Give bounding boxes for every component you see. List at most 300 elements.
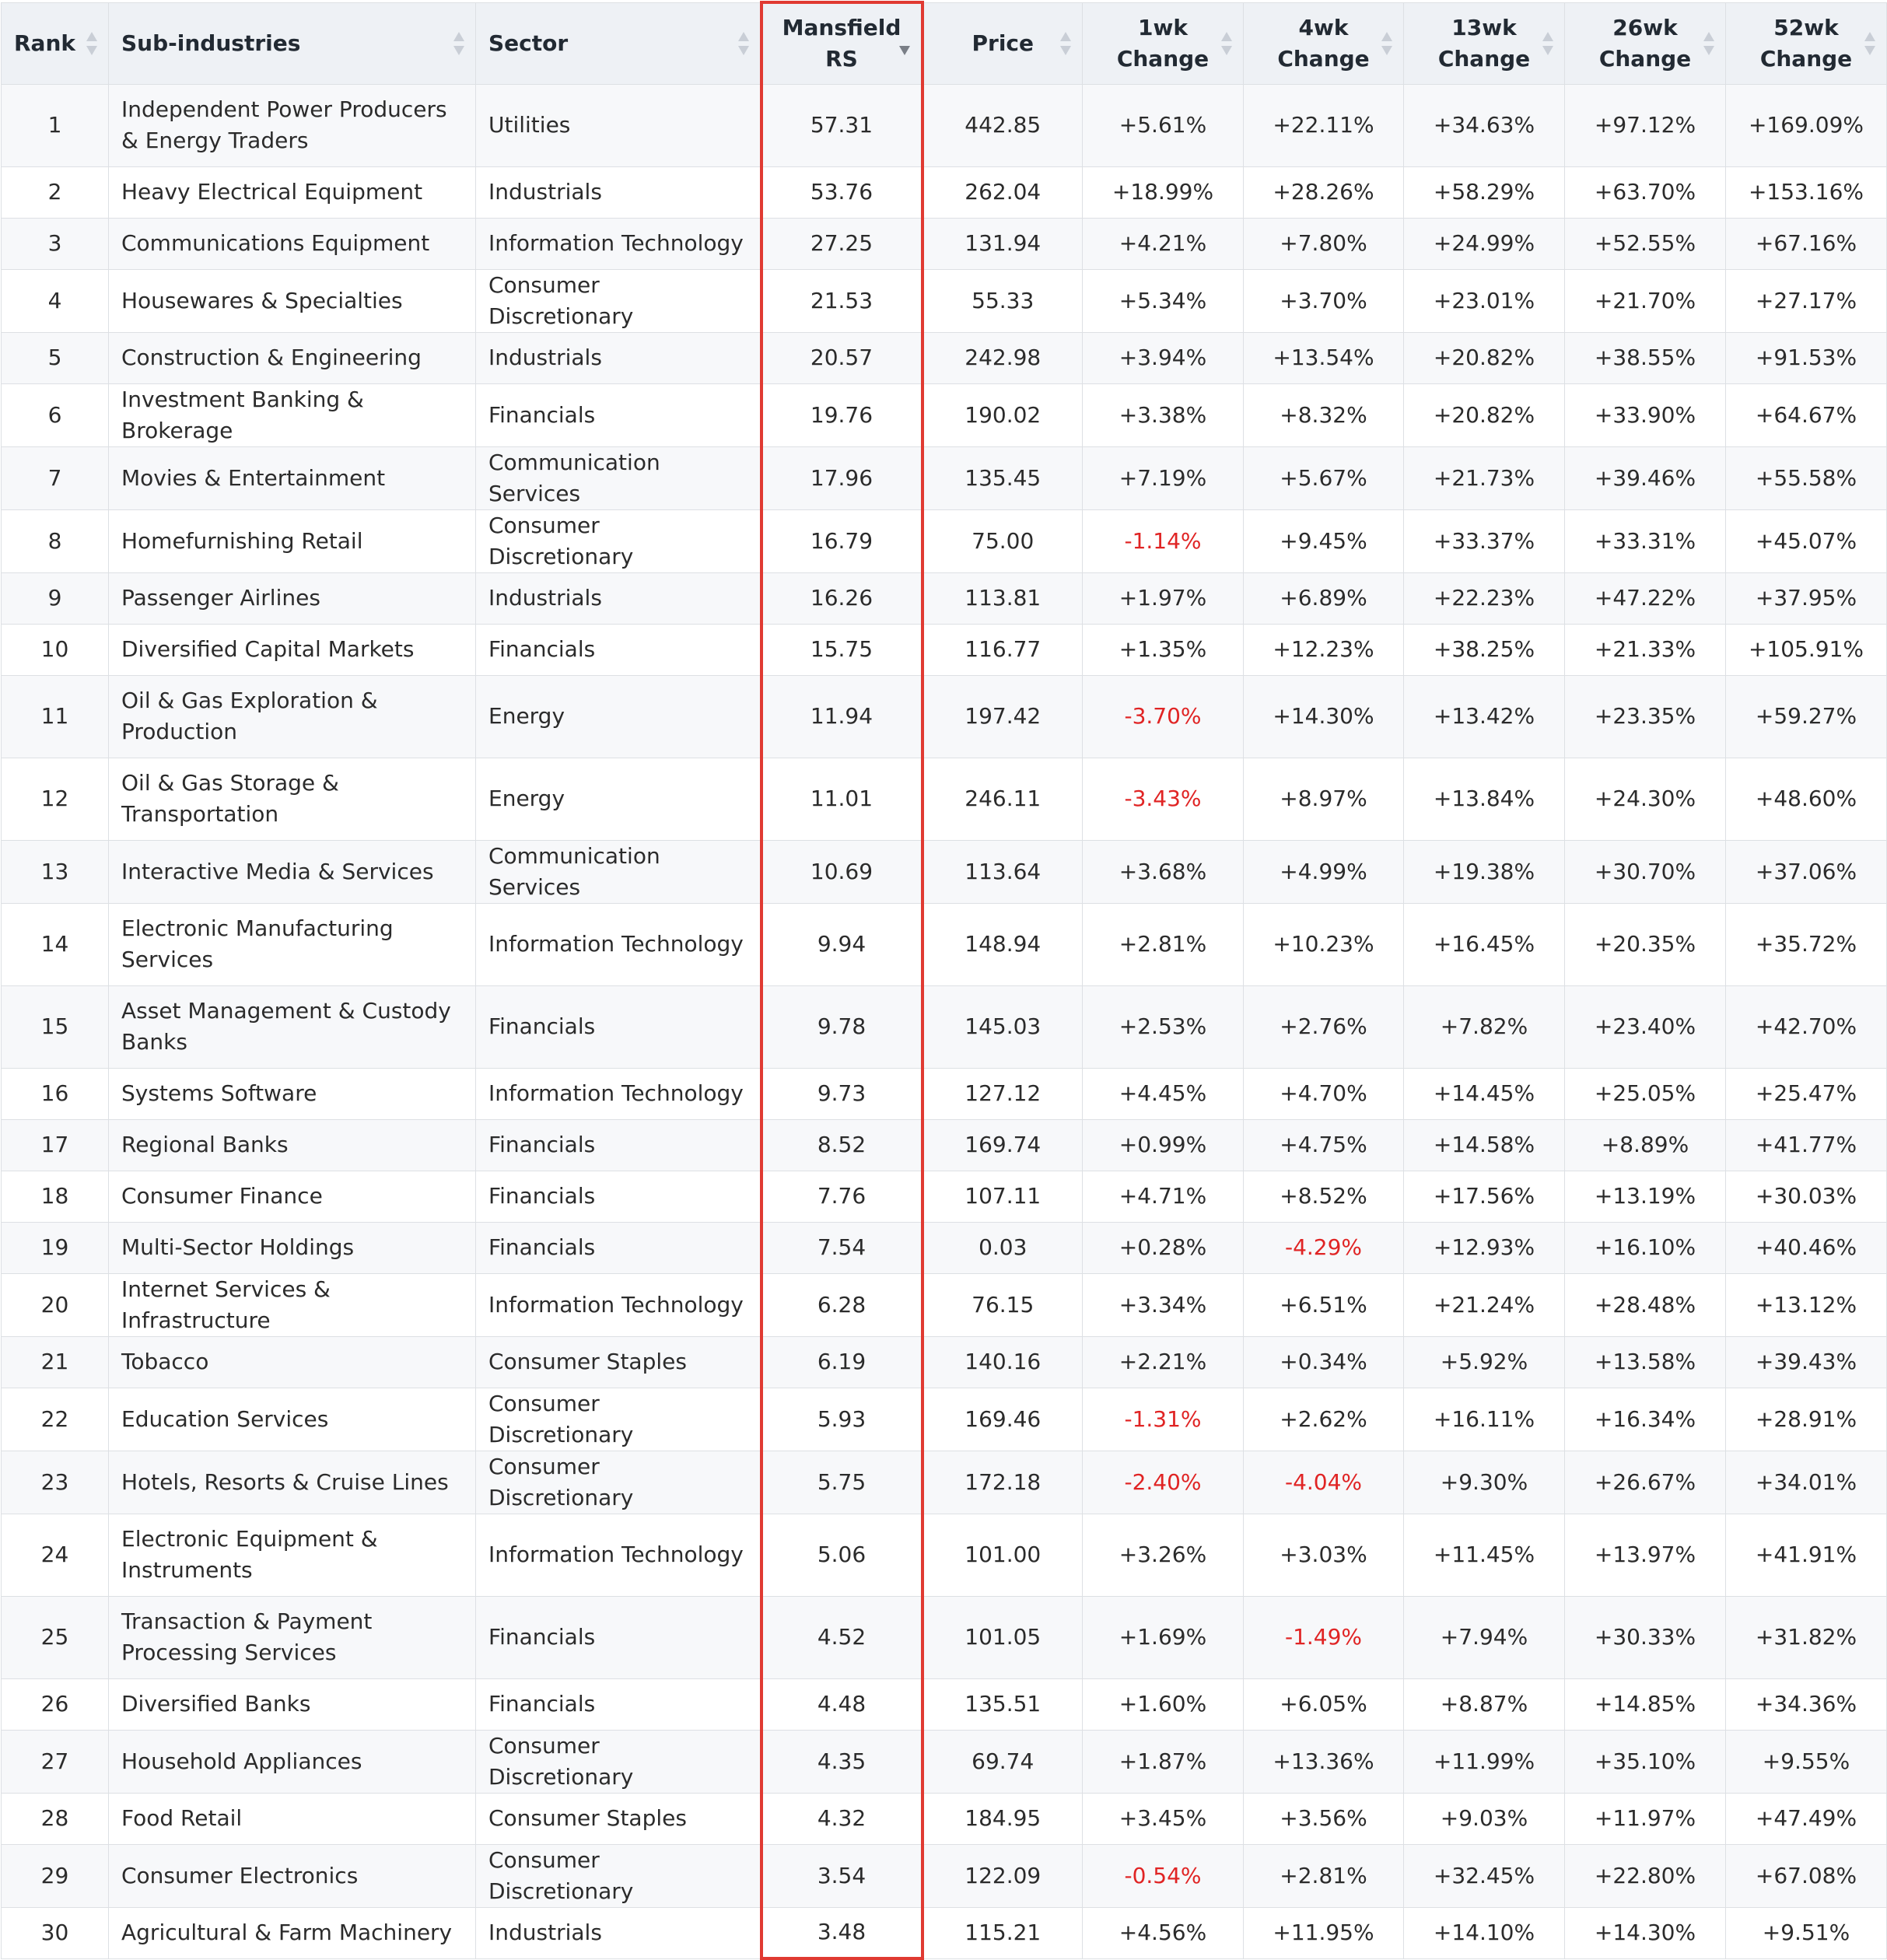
- mansfield-rs-cell: 15.75: [761, 624, 922, 675]
- sector-cell: Financials: [476, 383, 761, 446]
- change-26wk-cell: +63.70%: [1565, 166, 1726, 218]
- table-header-row: [2, 2, 1887, 84]
- change-52wk-cell: +41.77%: [1726, 1119, 1887, 1171]
- mansfield-rs-cell: 5.06: [761, 1514, 922, 1596]
- change-13wk-cell: +5.92%: [1404, 1336, 1565, 1388]
- price-cell: 113.64: [922, 840, 1083, 903]
- column-header-sub-industries[interactable]: [109, 2, 476, 84]
- sector-cell: Consumer Staples: [476, 1793, 761, 1844]
- change-26wk-cell: +13.19%: [1565, 1171, 1726, 1222]
- mansfield-rs-cell: 11.94: [761, 675, 922, 758]
- change-13wk-cell: +32.45%: [1404, 1844, 1565, 1907]
- price-cell: 135.45: [922, 446, 1083, 509]
- change-1wk-cell: +2.81%: [1083, 903, 1244, 985]
- change-4wk-cell: +14.30%: [1244, 675, 1404, 758]
- sector-cell: Energy: [476, 758, 761, 840]
- sub-industry-cell: Transaction & Payment Processing Services: [109, 1596, 476, 1678]
- sector-cell: Consumer Discretionary: [476, 1451, 761, 1514]
- price-cell: 131.94: [922, 218, 1083, 269]
- price-cell: 442.85: [922, 84, 1083, 166]
- sub-industry-cell: Construction & Engineering: [109, 332, 476, 383]
- rank-cell: 24: [2, 1514, 109, 1596]
- change-1wk-cell: +1.35%: [1083, 624, 1244, 675]
- table-row[interactable]: [2, 1793, 1887, 1844]
- sector-cell: Financials: [476, 985, 761, 1068]
- sort-icon: [1221, 32, 1232, 55]
- sector-header-label: Sector: [488, 30, 569, 56]
- change-13wk-cell: +14.10%: [1404, 1907, 1565, 1958]
- sub-industry-cell: Diversified Capital Markets: [109, 624, 476, 675]
- change-1wk-cell: +3.38%: [1083, 383, 1244, 446]
- sub-industry-cell: Passenger Airlines: [109, 572, 476, 624]
- table-row[interactable]: [2, 84, 1887, 166]
- wk26-header-line2: Change: [1598, 45, 1692, 72]
- rank-cell: 29: [2, 1844, 109, 1907]
- mansfield-rs-header-line1: Mansfield: [782, 15, 901, 41]
- rank-cell: 26: [2, 1678, 109, 1730]
- table-row[interactable]: [2, 1119, 1887, 1171]
- table-row[interactable]: [2, 383, 1887, 446]
- change-26wk-cell: +8.89%: [1565, 1119, 1726, 1171]
- change-4wk-cell: +3.70%: [1244, 269, 1404, 332]
- price-cell: 55.33: [922, 269, 1083, 332]
- change-4wk-cell: -4.04%: [1244, 1451, 1404, 1514]
- sector-cell: Information Technology: [476, 218, 761, 269]
- rank-cell: 28: [2, 1793, 109, 1844]
- change-26wk-cell: +14.30%: [1565, 1907, 1726, 1958]
- mansfield-rs-cell: 5.93: [761, 1388, 922, 1451]
- change-1wk-cell: +4.21%: [1083, 218, 1244, 269]
- change-52wk-cell: +27.17%: [1726, 269, 1887, 332]
- change-4wk-cell: +6.05%: [1244, 1678, 1404, 1730]
- change-52wk-cell: +39.43%: [1726, 1336, 1887, 1388]
- change-1wk-cell: +5.61%: [1083, 84, 1244, 166]
- change-1wk-cell: +3.68%: [1083, 840, 1244, 903]
- mansfield-rs-cell: 27.25: [761, 218, 922, 269]
- change-52wk-cell: +42.70%: [1726, 985, 1887, 1068]
- change-1wk-cell: -1.14%: [1083, 509, 1244, 572]
- change-52wk-cell: +9.51%: [1726, 1907, 1887, 1958]
- change-52wk-cell: +28.91%: [1726, 1388, 1887, 1451]
- sector-cell: Consumer Staples: [476, 1336, 761, 1388]
- sector-cell: Industrials: [476, 1907, 761, 1958]
- sub-industry-ranking-table: [1, 1, 1887, 1960]
- sub-industry-cell: Communications Equipment: [109, 218, 476, 269]
- sector-cell: Consumer Discretionary: [476, 509, 761, 572]
- sector-cell: Financials: [476, 1171, 761, 1222]
- change-13wk-cell: +33.37%: [1404, 509, 1565, 572]
- change-1wk-cell: +5.34%: [1083, 269, 1244, 332]
- wk1-header-line2: Change: [1116, 45, 1210, 72]
- change-4wk-cell: +4.75%: [1244, 1119, 1404, 1171]
- mansfield-rs-cell: 6.28: [761, 1273, 922, 1336]
- mansfield-rs-cell: 53.76: [761, 166, 922, 218]
- table-row[interactable]: [2, 1907, 1887, 1958]
- change-52wk-cell: +169.09%: [1726, 84, 1887, 166]
- change-4wk-cell: +8.52%: [1244, 1171, 1404, 1222]
- rank-cell: 19: [2, 1222, 109, 1273]
- table-row[interactable]: [2, 509, 1887, 572]
- change-1wk-cell: +2.21%: [1083, 1336, 1244, 1388]
- column-header-13wk-change[interactable]: [1404, 2, 1565, 84]
- column-header-rank[interactable]: [2, 2, 109, 84]
- change-52wk-cell: +105.91%: [1726, 624, 1887, 675]
- change-26wk-cell: +39.46%: [1565, 446, 1726, 509]
- change-26wk-cell: +14.85%: [1565, 1678, 1726, 1730]
- column-header-mansfield-rs[interactable]: [761, 2, 922, 84]
- change-52wk-cell: +34.36%: [1726, 1678, 1887, 1730]
- table-row[interactable]: [2, 446, 1887, 509]
- mansfield-rs-cell: 5.75: [761, 1451, 922, 1514]
- table-row[interactable]: [2, 1678, 1887, 1730]
- change-13wk-cell: +14.58%: [1404, 1119, 1565, 1171]
- sector-cell: Financials: [476, 1596, 761, 1678]
- rank-header-label: Rank: [14, 30, 76, 56]
- table-row[interactable]: [2, 1388, 1887, 1451]
- column-header-price[interactable]: [922, 2, 1083, 84]
- rank-cell: 12: [2, 758, 109, 840]
- change-52wk-cell: +30.03%: [1726, 1171, 1887, 1222]
- rank-cell: 7: [2, 446, 109, 509]
- table-row[interactable]: [2, 1844, 1887, 1907]
- change-26wk-cell: +13.58%: [1565, 1336, 1726, 1388]
- change-52wk-cell: +67.16%: [1726, 218, 1887, 269]
- wk4-header-line2: Change: [1277, 45, 1370, 72]
- price-cell: 140.16: [922, 1336, 1083, 1388]
- change-13wk-cell: +21.24%: [1404, 1273, 1565, 1336]
- table-row[interactable]: [2, 758, 1887, 840]
- mansfield-rs-cell: 21.53: [761, 269, 922, 332]
- rank-cell: 15: [2, 985, 109, 1068]
- change-13wk-cell: +16.11%: [1404, 1388, 1565, 1451]
- change-4wk-cell: +2.62%: [1244, 1388, 1404, 1451]
- price-cell: 184.95: [922, 1793, 1083, 1844]
- change-26wk-cell: +21.33%: [1565, 624, 1726, 675]
- sort-icon: [86, 32, 97, 55]
- change-52wk-cell: +47.49%: [1726, 1793, 1887, 1844]
- column-header-4wk-change[interactable]: [1244, 2, 1404, 84]
- sector-cell: Information Technology: [476, 903, 761, 985]
- sort-icon: [453, 32, 464, 55]
- sector-cell: Communication Services: [476, 446, 761, 509]
- table-row[interactable]: [2, 985, 1887, 1068]
- change-26wk-cell: +13.97%: [1565, 1514, 1726, 1596]
- sort-icon: [1381, 32, 1392, 55]
- change-1wk-cell: +0.99%: [1083, 1119, 1244, 1171]
- sort-icon: [1864, 32, 1875, 55]
- change-13wk-cell: +38.25%: [1404, 624, 1565, 675]
- sub-industry-cell: Internet Services & Infrastructure: [109, 1273, 476, 1336]
- mansfield-rs-cell: 16.79: [761, 509, 922, 572]
- change-13wk-cell: +13.84%: [1404, 758, 1565, 840]
- wk13-header-line2: Change: [1437, 45, 1531, 72]
- wk52-header-line1: 52wk: [1773, 14, 1839, 40]
- change-1wk-cell: +0.28%: [1083, 1222, 1244, 1273]
- sort-icon: [738, 32, 749, 55]
- change-13wk-cell: +22.23%: [1404, 572, 1565, 624]
- mansfield-rs-cell: 16.26: [761, 572, 922, 624]
- sub-industry-cell: Homefurnishing Retail: [109, 509, 476, 572]
- mansfield-rs-cell: 9.78: [761, 985, 922, 1068]
- mansfield-rs-cell: 4.32: [761, 1793, 922, 1844]
- rank-cell: 5: [2, 332, 109, 383]
- column-header-52wk-change[interactable]: [1726, 2, 1887, 84]
- change-4wk-cell: +4.70%: [1244, 1068, 1404, 1119]
- change-13wk-cell: +13.42%: [1404, 675, 1565, 758]
- table-row[interactable]: [2, 269, 1887, 332]
- price-header-label: Price: [972, 30, 1034, 56]
- change-1wk-cell: -3.70%: [1083, 675, 1244, 758]
- table-row[interactable]: [2, 1514, 1887, 1596]
- table-row[interactable]: [2, 1336, 1887, 1388]
- price-cell: 148.94: [922, 903, 1083, 985]
- mansfield-rs-cell: 20.57: [761, 332, 922, 383]
- sub-industry-cell: Regional Banks: [109, 1119, 476, 1171]
- change-26wk-cell: +24.30%: [1565, 758, 1726, 840]
- sector-cell: Financials: [476, 1119, 761, 1171]
- price-cell: 76.15: [922, 1273, 1083, 1336]
- change-4wk-cell: +11.95%: [1244, 1907, 1404, 1958]
- change-4wk-cell: -4.29%: [1244, 1222, 1404, 1273]
- change-13wk-cell: +11.99%: [1404, 1730, 1565, 1793]
- change-1wk-cell: +18.99%: [1083, 166, 1244, 218]
- change-1wk-cell: -2.40%: [1083, 1451, 1244, 1514]
- change-13wk-cell: +9.30%: [1404, 1451, 1565, 1514]
- change-52wk-cell: +64.67%: [1726, 383, 1887, 446]
- sub-industry-cell: Asset Management & Custody Banks: [109, 985, 476, 1068]
- change-26wk-cell: +25.05%: [1565, 1068, 1726, 1119]
- change-52wk-cell: +41.91%: [1726, 1514, 1887, 1596]
- change-26wk-cell: +22.80%: [1565, 1844, 1726, 1907]
- table-row[interactable]: [2, 1596, 1887, 1678]
- change-4wk-cell: +9.45%: [1244, 509, 1404, 572]
- mansfield-rs-cell: 11.01: [761, 758, 922, 840]
- price-cell: 169.74: [922, 1119, 1083, 1171]
- change-1wk-cell: -1.31%: [1083, 1388, 1244, 1451]
- rank-cell: 17: [2, 1119, 109, 1171]
- change-52wk-cell: +45.07%: [1726, 509, 1887, 572]
- price-cell: 169.46: [922, 1388, 1083, 1451]
- change-1wk-cell: +3.26%: [1083, 1514, 1244, 1596]
- rank-cell: 10: [2, 624, 109, 675]
- change-52wk-cell: +35.72%: [1726, 903, 1887, 985]
- mansfield-rs-cell: 19.76: [761, 383, 922, 446]
- wk52-header-line2: Change: [1759, 45, 1853, 72]
- change-52wk-cell: +55.58%: [1726, 446, 1887, 509]
- mansfield-rs-cell: 9.73: [761, 1068, 922, 1119]
- change-13wk-cell: +9.03%: [1404, 1793, 1565, 1844]
- sub-industry-cell: Multi-Sector Holdings: [109, 1222, 476, 1273]
- change-1wk-cell: +1.60%: [1083, 1678, 1244, 1730]
- change-52wk-cell: +25.47%: [1726, 1068, 1887, 1119]
- table-body: [2, 84, 1887, 1958]
- change-13wk-cell: +34.63%: [1404, 84, 1565, 166]
- wk1-header-line1: 1wk: [1138, 14, 1188, 40]
- change-26wk-cell: +11.97%: [1565, 1793, 1726, 1844]
- change-13wk-cell: +19.38%: [1404, 840, 1565, 903]
- change-1wk-cell: +4.56%: [1083, 1907, 1244, 1958]
- change-26wk-cell: +30.70%: [1565, 840, 1726, 903]
- rank-cell: 3: [2, 218, 109, 269]
- table-row[interactable]: [2, 332, 1887, 383]
- sort-descending-icon: [899, 32, 910, 55]
- sub-industry-cell: Electronic Manufacturing Services: [109, 903, 476, 985]
- change-4wk-cell: +22.11%: [1244, 84, 1404, 166]
- rank-cell: 2: [2, 166, 109, 218]
- price-cell: 262.04: [922, 166, 1083, 218]
- change-1wk-cell: -0.54%: [1083, 1844, 1244, 1907]
- sector-cell: Consumer Discretionary: [476, 269, 761, 332]
- sub-industries-header-label: Sub-industries: [121, 30, 301, 56]
- change-26wk-cell: +26.67%: [1565, 1451, 1726, 1514]
- change-26wk-cell: +33.31%: [1565, 509, 1726, 572]
- price-cell: 172.18: [922, 1451, 1083, 1514]
- change-4wk-cell: +6.89%: [1244, 572, 1404, 624]
- table-row[interactable]: [2, 675, 1887, 758]
- rank-cell: 14: [2, 903, 109, 985]
- rank-cell: 1: [2, 84, 109, 166]
- change-26wk-cell: +16.10%: [1565, 1222, 1726, 1273]
- sector-cell: Information Technology: [476, 1068, 761, 1119]
- sector-cell: Industrials: [476, 166, 761, 218]
- change-13wk-cell: +8.87%: [1404, 1678, 1565, 1730]
- change-1wk-cell: +7.19%: [1083, 446, 1244, 509]
- rank-cell: 20: [2, 1273, 109, 1336]
- sub-industry-cell: Investment Banking & Brokerage: [109, 383, 476, 446]
- change-26wk-cell: +97.12%: [1565, 84, 1726, 166]
- change-52wk-cell: +153.16%: [1726, 166, 1887, 218]
- change-4wk-cell: +8.32%: [1244, 383, 1404, 446]
- mansfield-rs-cell: 7.76: [761, 1171, 922, 1222]
- sector-cell: Consumer Discretionary: [476, 1730, 761, 1793]
- sub-industry-cell: Diversified Banks: [109, 1678, 476, 1730]
- sub-industry-cell: Hotels, Resorts & Cruise Lines: [109, 1451, 476, 1514]
- table-row[interactable]: [2, 218, 1887, 269]
- price-cell: 115.21: [922, 1907, 1083, 1958]
- sector-cell: Information Technology: [476, 1273, 761, 1336]
- change-26wk-cell: +30.33%: [1565, 1596, 1726, 1678]
- price-cell: 145.03: [922, 985, 1083, 1068]
- price-cell: 101.05: [922, 1596, 1083, 1678]
- mansfield-rs-cell: 3.48: [761, 1907, 922, 1958]
- change-4wk-cell: +2.81%: [1244, 1844, 1404, 1907]
- price-cell: 190.02: [922, 383, 1083, 446]
- change-52wk-cell: +91.53%: [1726, 332, 1887, 383]
- change-13wk-cell: +20.82%: [1404, 383, 1565, 446]
- change-4wk-cell: +13.54%: [1244, 332, 1404, 383]
- change-4wk-cell: +5.67%: [1244, 446, 1404, 509]
- change-4wk-cell: +28.26%: [1244, 166, 1404, 218]
- mansfield-rs-header-line2: RS: [825, 46, 858, 72]
- table-row[interactable]: [2, 1171, 1887, 1222]
- change-52wk-cell: +48.60%: [1726, 758, 1887, 840]
- change-1wk-cell: +3.94%: [1083, 332, 1244, 383]
- sub-industry-cell: Independent Power Producers & Energy Traders: [109, 84, 476, 166]
- sub-industry-cell: Housewares & Specialties: [109, 269, 476, 332]
- table-row[interactable]: [2, 166, 1887, 218]
- table-row[interactable]: [2, 1222, 1887, 1273]
- change-52wk-cell: +31.82%: [1726, 1596, 1887, 1678]
- mansfield-rs-cell: 17.96: [761, 446, 922, 509]
- table-row[interactable]: [2, 1273, 1887, 1336]
- change-4wk-cell: +3.56%: [1244, 1793, 1404, 1844]
- change-13wk-cell: +24.99%: [1404, 218, 1565, 269]
- change-4wk-cell: +2.76%: [1244, 985, 1404, 1068]
- change-52wk-cell: +9.55%: [1726, 1730, 1887, 1793]
- mansfield-rs-cell: 4.48: [761, 1678, 922, 1730]
- price-cell: 135.51: [922, 1678, 1083, 1730]
- change-1wk-cell: +4.45%: [1083, 1068, 1244, 1119]
- mansfield-rs-cell: 4.35: [761, 1730, 922, 1793]
- table-row[interactable]: [2, 903, 1887, 985]
- table-row[interactable]: [2, 624, 1887, 675]
- sector-cell: Communication Services: [476, 840, 761, 903]
- table-row[interactable]: [2, 572, 1887, 624]
- table-row[interactable]: [2, 1451, 1887, 1514]
- column-header-26wk-change[interactable]: [1565, 2, 1726, 84]
- change-26wk-cell: +23.35%: [1565, 675, 1726, 758]
- sector-cell: Information Technology: [476, 1514, 761, 1596]
- table-row[interactable]: [2, 1068, 1887, 1119]
- change-13wk-cell: +7.82%: [1404, 985, 1565, 1068]
- price-cell: 116.77: [922, 624, 1083, 675]
- sector-cell: Energy: [476, 675, 761, 758]
- change-26wk-cell: +20.35%: [1565, 903, 1726, 985]
- column-header-sector[interactable]: [476, 2, 761, 84]
- mansfield-rs-cell: 9.94: [761, 903, 922, 985]
- sub-industry-cell: Electronic Equipment & Instruments: [109, 1514, 476, 1596]
- table-row[interactable]: [2, 1730, 1887, 1793]
- change-13wk-cell: +20.82%: [1404, 332, 1565, 383]
- change-52wk-cell: +34.01%: [1726, 1451, 1887, 1514]
- price-cell: 107.11: [922, 1171, 1083, 1222]
- table-row[interactable]: [2, 840, 1887, 903]
- change-13wk-cell: +17.56%: [1404, 1171, 1565, 1222]
- change-1wk-cell: +2.53%: [1083, 985, 1244, 1068]
- change-52wk-cell: +37.95%: [1726, 572, 1887, 624]
- price-cell: 242.98: [922, 332, 1083, 383]
- column-header-1wk-change[interactable]: [1083, 2, 1244, 84]
- change-1wk-cell: +3.34%: [1083, 1273, 1244, 1336]
- rank-cell: 6: [2, 383, 109, 446]
- sub-industry-cell: Oil & Gas Storage & Transportation: [109, 758, 476, 840]
- change-26wk-cell: +16.34%: [1565, 1388, 1726, 1451]
- change-13wk-cell: +58.29%: [1404, 166, 1565, 218]
- sub-industry-cell: Consumer Finance: [109, 1171, 476, 1222]
- mansfield-rs-cell: 7.54: [761, 1222, 922, 1273]
- rank-cell: 11: [2, 675, 109, 758]
- mansfield-rs-cell: 6.19: [761, 1336, 922, 1388]
- change-4wk-cell: +0.34%: [1244, 1336, 1404, 1388]
- sector-cell: Utilities: [476, 84, 761, 166]
- sub-industry-cell: Agricultural & Farm Machinery: [109, 1907, 476, 1958]
- change-26wk-cell: +33.90%: [1565, 383, 1726, 446]
- change-26wk-cell: +38.55%: [1565, 332, 1726, 383]
- rank-cell: 27: [2, 1730, 109, 1793]
- change-4wk-cell: +10.23%: [1244, 903, 1404, 985]
- change-4wk-cell: +4.99%: [1244, 840, 1404, 903]
- change-4wk-cell: +13.36%: [1244, 1730, 1404, 1793]
- mansfield-rs-cell: 10.69: [761, 840, 922, 903]
- change-4wk-cell: -1.49%: [1244, 1596, 1404, 1678]
- sort-icon: [1703, 32, 1714, 55]
- sort-icon: [1542, 32, 1553, 55]
- mansfield-rs-cell: 57.31: [761, 84, 922, 166]
- sector-cell: Industrials: [476, 332, 761, 383]
- rank-cell: 8: [2, 509, 109, 572]
- rank-cell: 9: [2, 572, 109, 624]
- change-1wk-cell: +4.71%: [1083, 1171, 1244, 1222]
